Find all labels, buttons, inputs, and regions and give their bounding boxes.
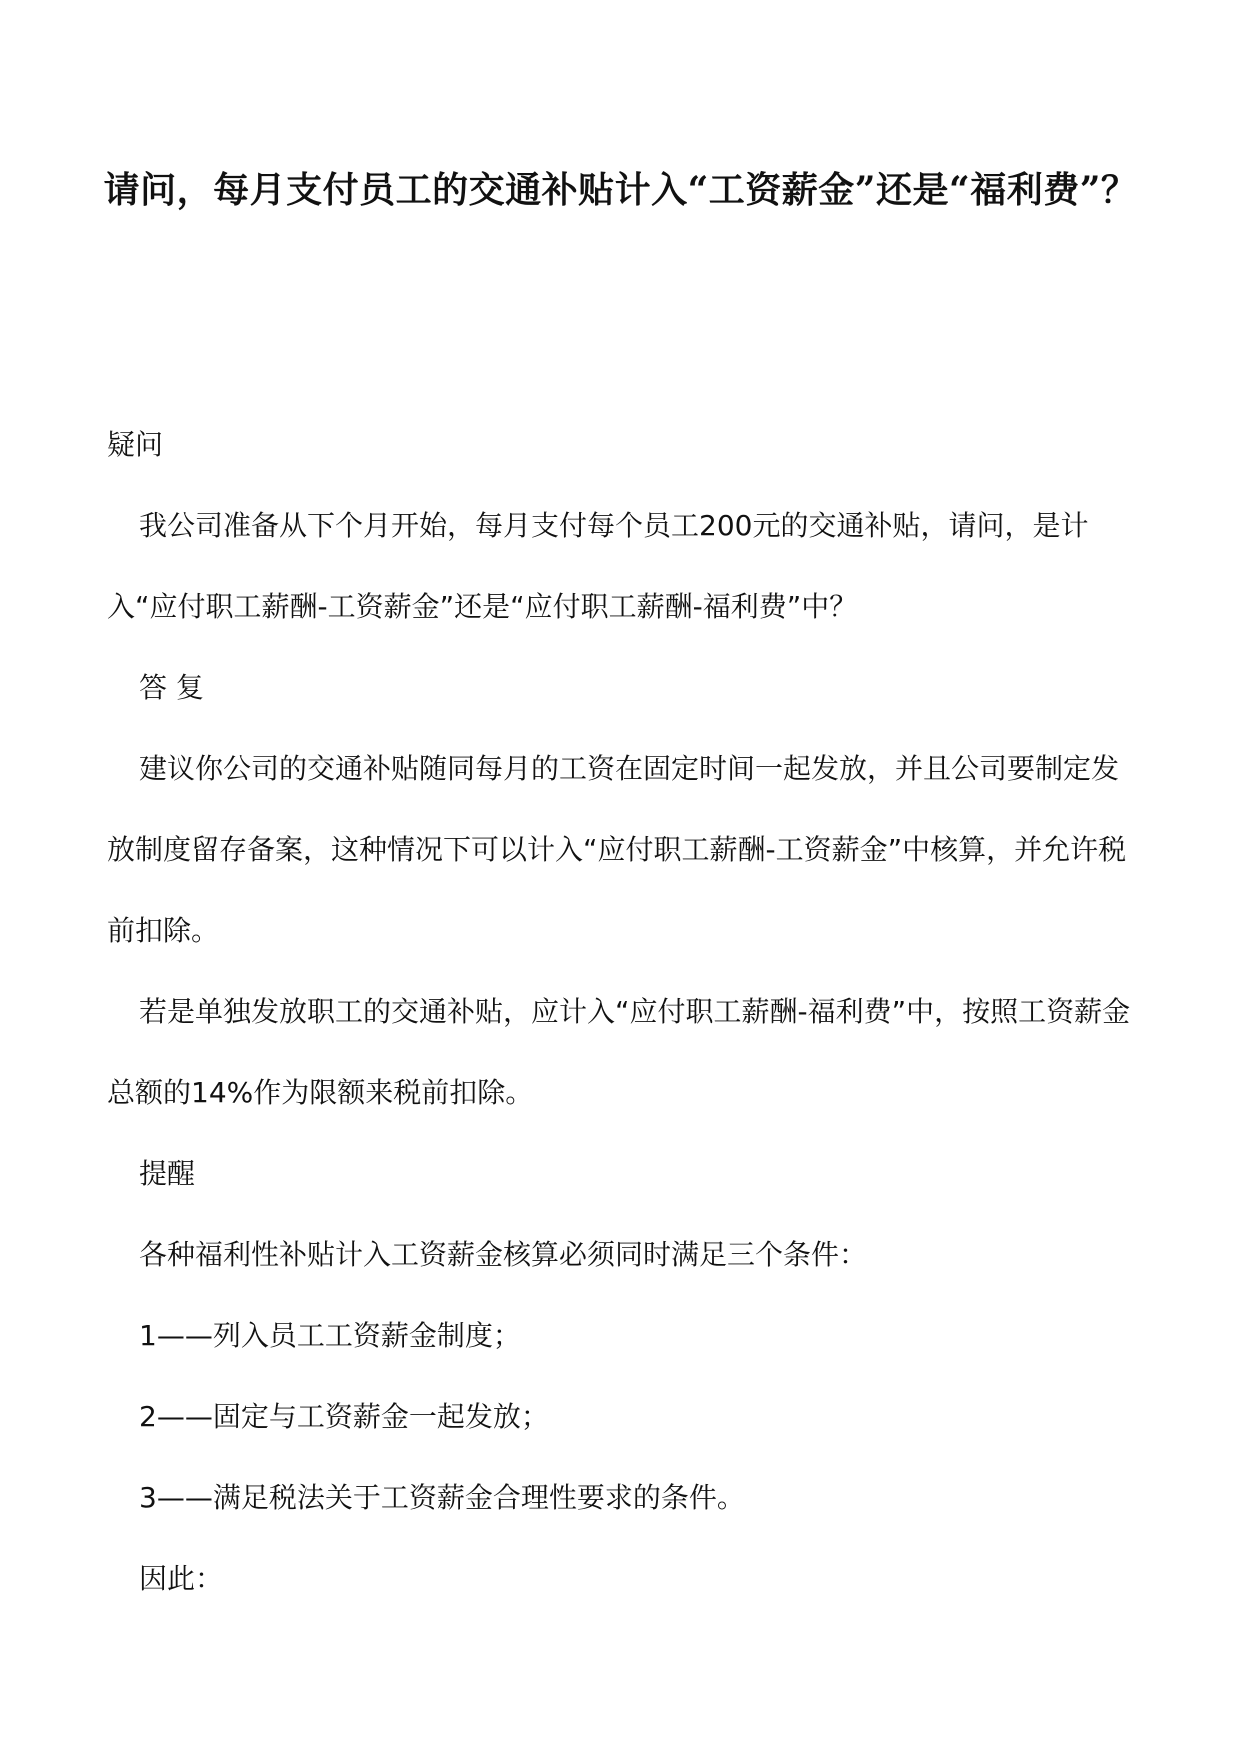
conclusion-lead: 因此：	[139, 1562, 224, 1595]
section-heading-reminder: 提醒	[139, 1157, 196, 1190]
document-title: 请问，每月支付员工的交通补贴计入“工资薪金”还是“福利费”？	[103, 169, 1138, 211]
reminder-intro: 各种福利性补贴计入工资薪金核算必须同时满足三个条件：	[139, 1238, 868, 1271]
section-heading-question: 疑问	[107, 428, 164, 461]
condition-item-1: 1——列入员工工资薪金制度；	[139, 1319, 521, 1352]
answer-paragraph-2: 若是单独发放职工的交通补贴，应计入“应付职工薪酬-福利费”中，按照工资薪金总额的14%作为限额来税前扣除。	[107, 995, 1131, 1109]
document-body	[107, 404, 1137, 1619]
question-paragraph: 我公司准备从下个月开始，每月支付每个员工200元的交通补贴，请问，是计入“应付职工薪酬-工资薪金”还是“应付职工薪酬-福利费”中？	[107, 509, 1089, 623]
answer-paragraph-1: 建议你公司的交通补贴随同每月的工资在固定时间一起发放，并且公司要制定发放制度留存备案，这种情况下可以计入“应付职工薪酬-工资薪金”中核算，并允许税前扣除。	[107, 752, 1127, 947]
section-heading-answer: 答 复	[139, 671, 204, 704]
condition-item-2: 2——固定与工资薪金一起发放；	[139, 1400, 549, 1433]
condition-item-3: 3——满足税法关于工资薪金合理性要求的条件。	[139, 1481, 745, 1514]
